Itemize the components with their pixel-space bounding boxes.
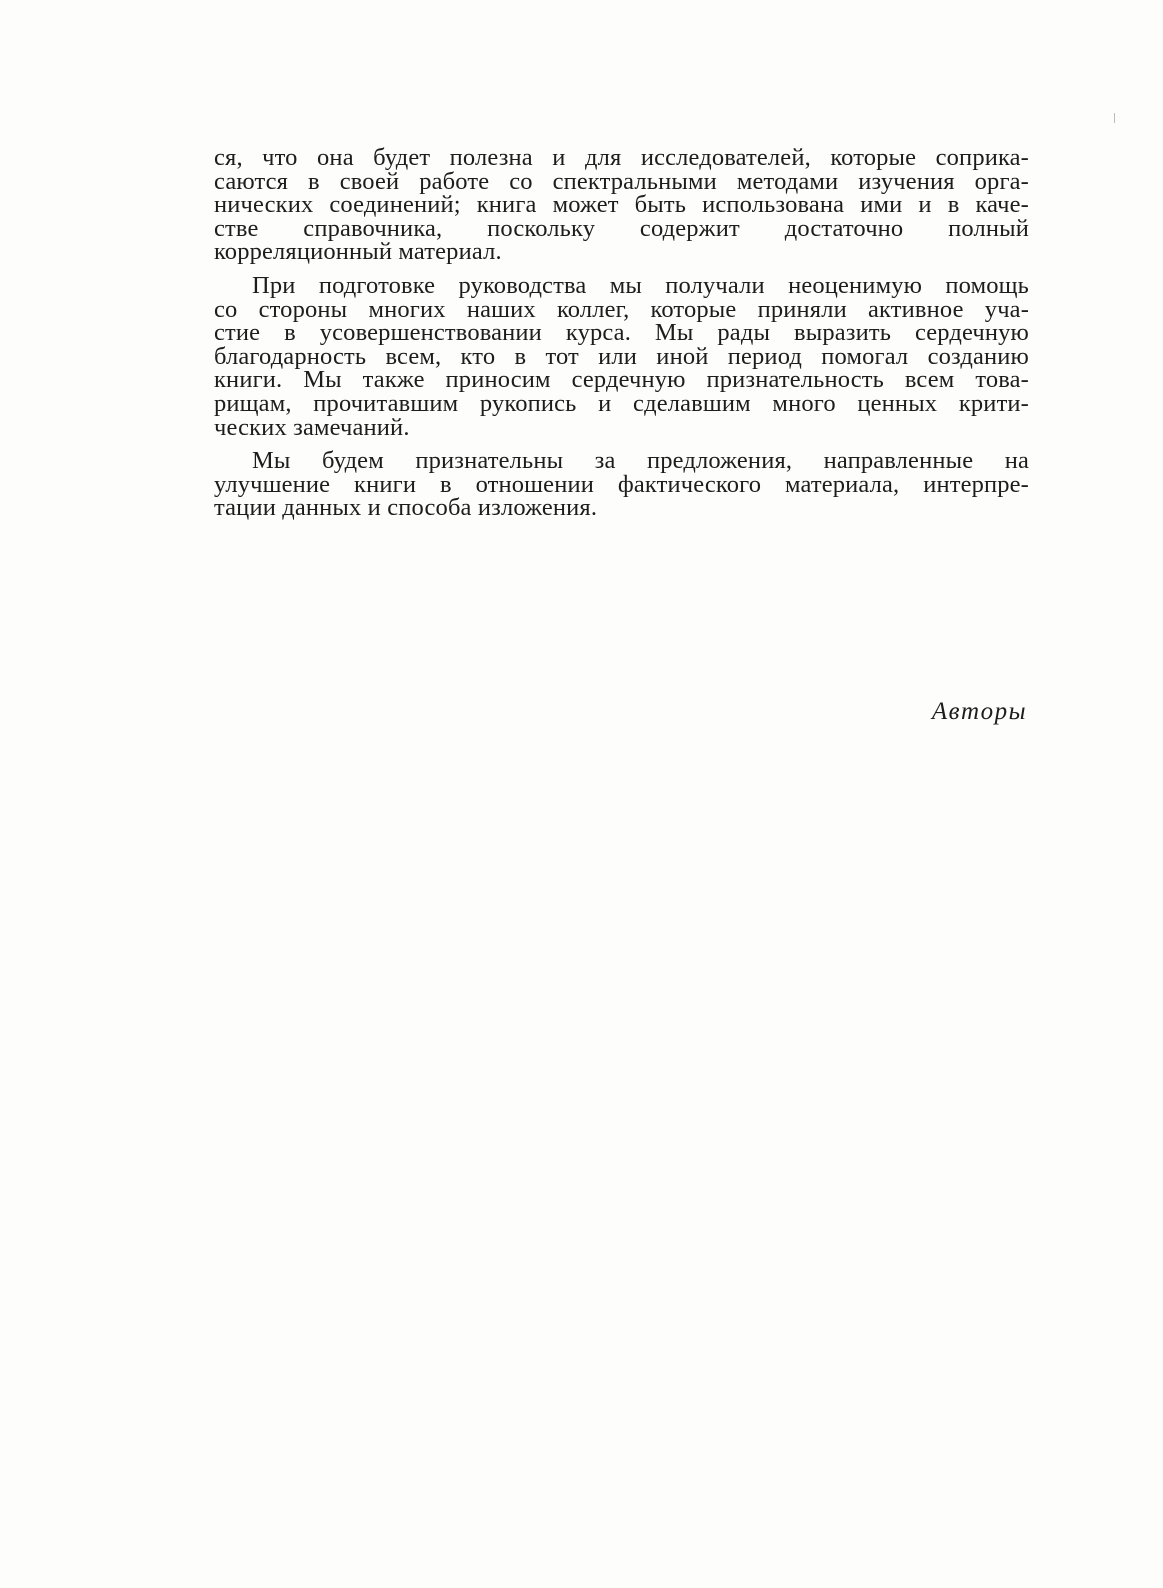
text-line: стве справочника, поскольку содержит достаточно полный [214,214,1029,242]
text-line: тации данных и способа изложения. [214,494,598,522]
text-line: стие в усовершенствовании курса. Мы рады выразить сердечную [214,319,1029,347]
text-line: улучшение книги в отношении фактического материала, интерпре- [214,470,1029,498]
text-line: корреляционный материал. [214,238,502,266]
text-line: книги. Мы также приносим сердечную признательность всем това- [214,366,1029,394]
document-body [214,144,1029,725]
text-line: рищам, прочитавшим рукопись и сделавшим много ценных крити- [214,389,1029,417]
scan-artifact [1114,113,1115,123]
text-line: со стороны многих наших коллег, которые приняли активное уча- [214,295,1029,323]
text-line: благодарность всем, кто в тот или иной период помогал созданию [214,342,1029,370]
paragraph-3 [214,449,1029,520]
text-line: Мы будем признательны за предложения, направленные на [252,447,1029,475]
text-line: нических соединений; книга может быть использована ими и в каче- [214,191,1029,219]
paragraph-1 [214,146,1029,264]
authors-signature: Авторы [931,698,1027,725]
text-line: При подготовке руководства мы получали неоценимую помощь [252,271,1029,299]
text-line: саются в своей работе со спектральными методами изучения орга- [214,167,1029,195]
text-line: ся, что она будет полезна и для исследователей, которые соприка- [214,144,1029,171]
text-line: ческих замечаний. [214,413,410,441]
paragraph-2 [214,271,1029,441]
